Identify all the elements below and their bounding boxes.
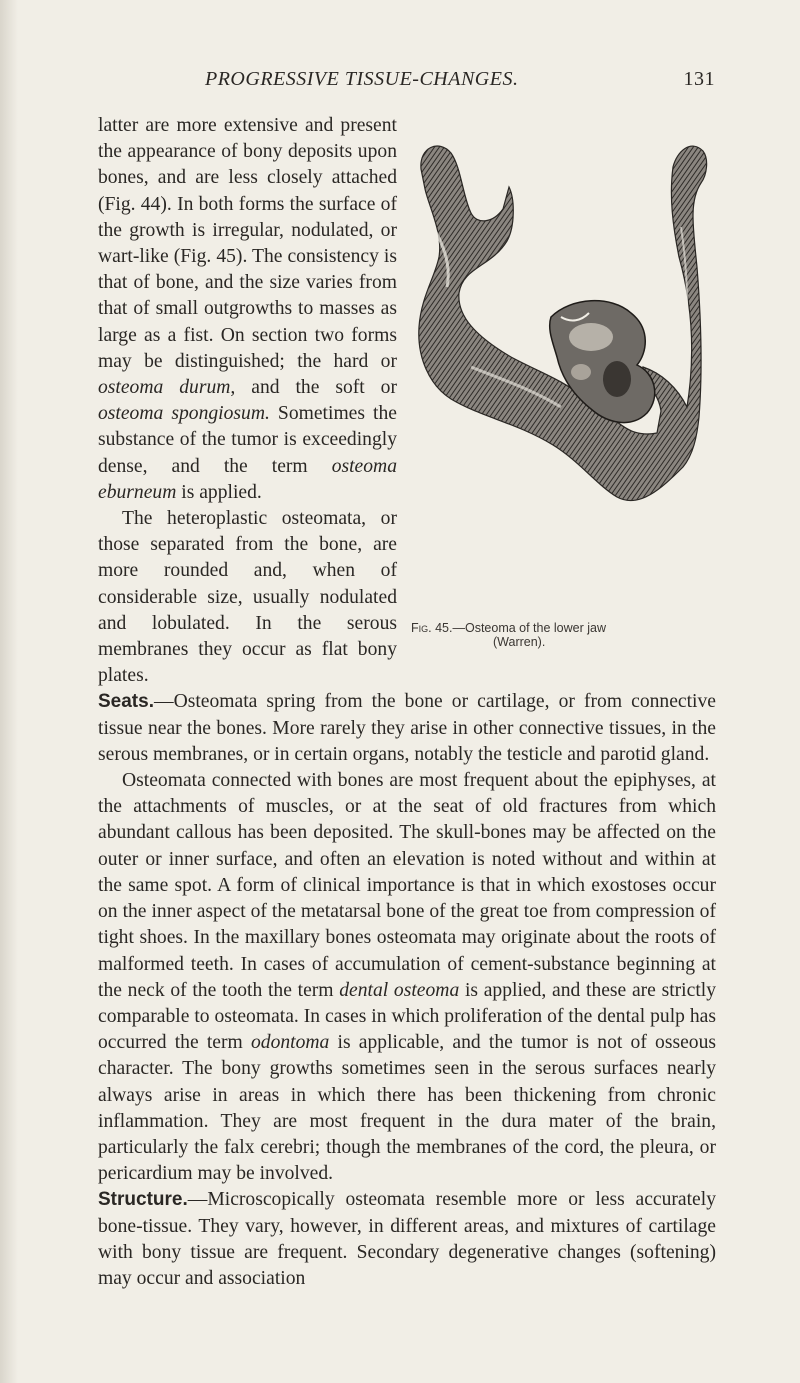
- figure-45: [411, 117, 716, 662]
- running-title: PROGRESSIVE TISSUE-CHANGES.: [205, 68, 519, 90]
- jaw-osteoma-illustration: [411, 117, 716, 617]
- caption-text: —Osteoma of the lower jaw: [452, 621, 607, 635]
- page-edge-shadow: [0, 0, 18, 1383]
- page-number: 131: [683, 68, 715, 90]
- paragraph-4: Osteomata connected with bones are most frequent about the epiphyses, at the attachments of muscles, or at the seat of old fractures from which abundant callous has been deposited. The skull-bones may be affected on the outer or inner surface, and often an elevation is noted without and within at the same spot. A form of clinical importance is that in which exostoses occur on the inner aspect of the metatarsal bone of the great toe from compression of tight shoes. In the maxillary bones osteomata may originate about the roots of malformed teeth. In cases of accumulation of cement-substance beginning at the neck of the tooth the term dental osteoma is applied, and these are strictly comparable to osteomata. In cases in which proliferation of the dental pulp has occurred the term odontoma is applicable, and the tumor is not of osseous character. The bony growths sometimes seen in the serous surfaces nearly always arise in areas in which there has been thickening from chronic inflammation. They are most frequent in the dura mater of the brain, particularly the falx cerebri; though the membranes of the cord, the pleura, or pericardium may be involved.: [98, 770, 717, 1185]
- figure-caption: [411, 621, 721, 649]
- paragraph-seats: Seats.—Osteomata spring from the bone or cartilage, or from connective tissue near the bones. More rarely they arise in other connective tissues, in the serous membranes, or in certain organs, notably the testicle and parotid gland.: [98, 691, 716, 765]
- figure-label: Fig. 45.: [411, 621, 453, 635]
- paragraph-2: The heteroplastic osteomata, or those separated from the bone, are more rounded and, when of considerable size, usually nodulated and lobulated. In the serous membranes they occur as flat bony plates.: [98, 508, 397, 687]
- page-header: [205, 68, 715, 98]
- structure-heading: Structure.: [98, 1189, 188, 1211]
- caption-source: (Warren).: [493, 635, 546, 649]
- paragraph-structure: Structure.—Microscopically osteomata resemble more or less accurately bone-tissue. They vary, however, in different areas, and mixtures of cartilage with bony tissue are frequent. Secondary degenerative changes (softening) may occur and association: [98, 1189, 716, 1289]
- seats-heading: Seats.: [98, 691, 154, 713]
- body-text: [98, 113, 716, 1292]
- paragraph-1: latter are more extensive and present the appearance of bony deposits upon bones, and are less closely attached (Fig. 44). In both forms the surface of the growth is irregular, nodulated, or wart-like (Fig. 45). The consistency is that of bone, and the size varies from that of small outgrowths to masses as large as a fist. On section two forms may be distinguished; the hard or osteoma durum, and the soft or osteoma spongiosum. Sometimes the substance of the tumor is exceedingly dense, and the term osteoma eburneum is applied.: [98, 115, 397, 503]
